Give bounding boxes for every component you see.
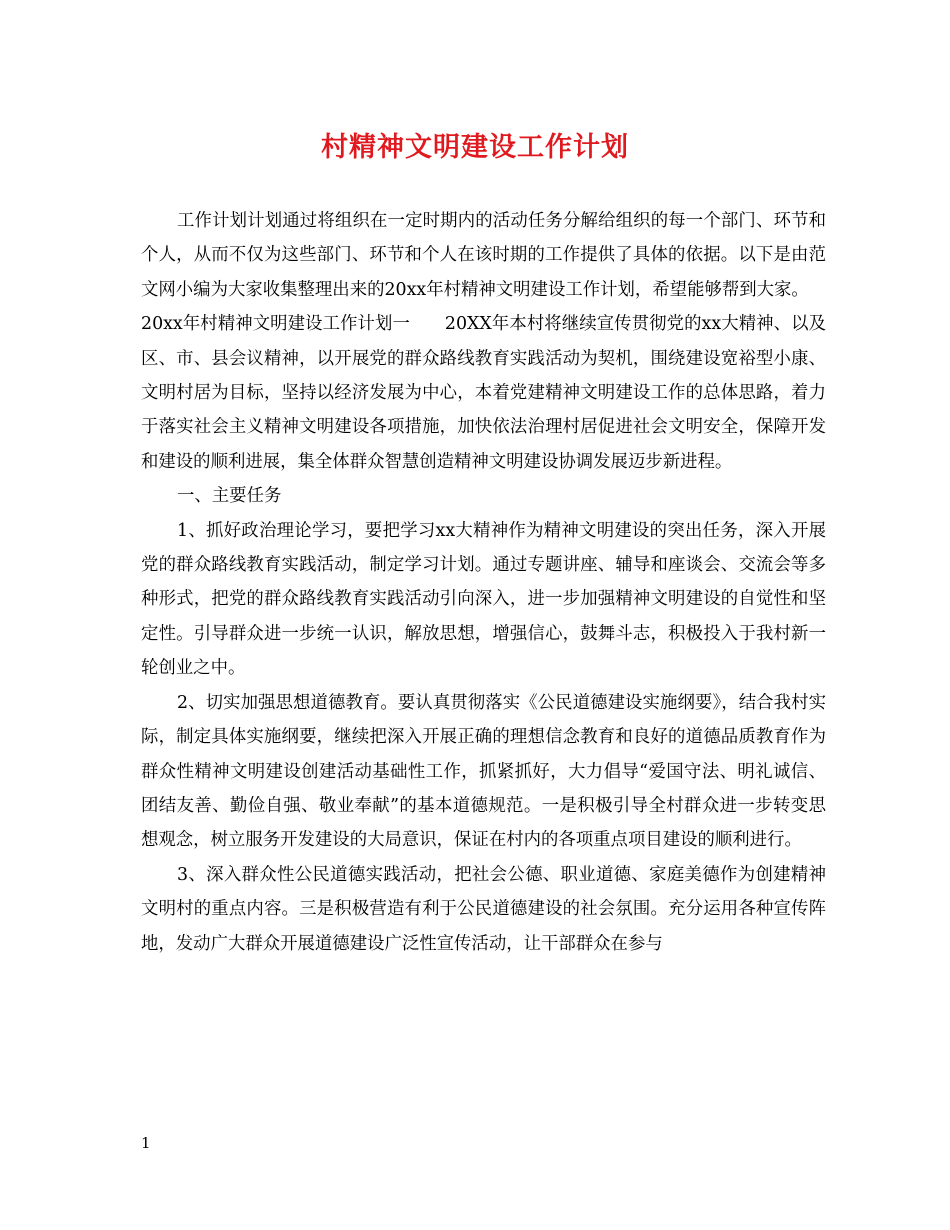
task-paragraph-1: 1、抓好政治理论学习，要把学习xx大精神作为精神文明建设的突出任务，深入开展党的群众路线教育实践活动，制定学习计划。通过专题讲座、辅导和座谈会、交流会等多种形式，把党的群众路线教育实践活动引向深入，进一步加强精神文明建设的自觉性和坚定性。引导群众进一步统一认识，解放思想，增强信心，鼓舞斗志，积极投入于我村新一轮创业之中。 — [141, 520, 826, 679]
section-heading-main-tasks: 一、主要任务 — [177, 486, 282, 507]
document-title: 村精神文明建设工作计划 — [321, 132, 629, 163]
plan-one-paragraph: 20xx年村精神文明建设工作计划一 20XX年本村将继续宣传贯彻党的xx大精神、以及区、市、县会议精神，以开展党的群众路线教育实践活动为契机，围绕建设宽裕型小康、文明村居为目标，坚持以经济发展为中心，本着党建精神文明建设工作的总体思路，着力于落实社会主义精神文明建设各项措施，加快依法治理村居促进社会文明安全，保障开发和建设的顺利进展，集全体群众智慧创造精神文明建设协调发展迈步新进程。 — [141, 314, 826, 472]
intro-paragraph: 工作计划计划通过将组织在一定时期内的活动任务分解给组织的每一个部门、环节和个人，从而不仅为这些部门、环节和个人在该时期的工作提供了具体的依据。以下是由范文网小编为大家收集整理出来的20xx年村精神文明建设工作计划，希望能够帮到大家。 — [141, 211, 826, 300]
page-number: 1 — [141, 1134, 151, 1152]
task-paragraph-2: 2、切实加强思想道德教育。要认真贯彻落实《公民道德建设实施纲要》，结合我村实际，制定具体实施纲要，继续把深入开展正确的理想信念教育和良好的道德品质教育作为群众性精神文明建设创建活动基础性工作，抓紧抓好，大力倡导“爱国守法、明礼诚信、团结友善、勤俭自强、敬业奉献”的基本道德规范。一是积极引导全村群众进一步转变思想观念，树立服务开发建设的大局意识，保证在村内的各项重点项目建设的顺利进行。 — [141, 692, 826, 851]
task-paragraph-3: 3、深入群众性公民道德实践活动，把社会公德、职业道德、家庭美德作为创建精神文明村的重点内容。三是积极营造有利于公民道德建设的社会氛围。充分运用各种宣传阵地，发动广大群众开展道德建设广泛性宣传活动，让干部群众在参与 — [141, 864, 826, 954]
document-body — [141, 204, 826, 961]
